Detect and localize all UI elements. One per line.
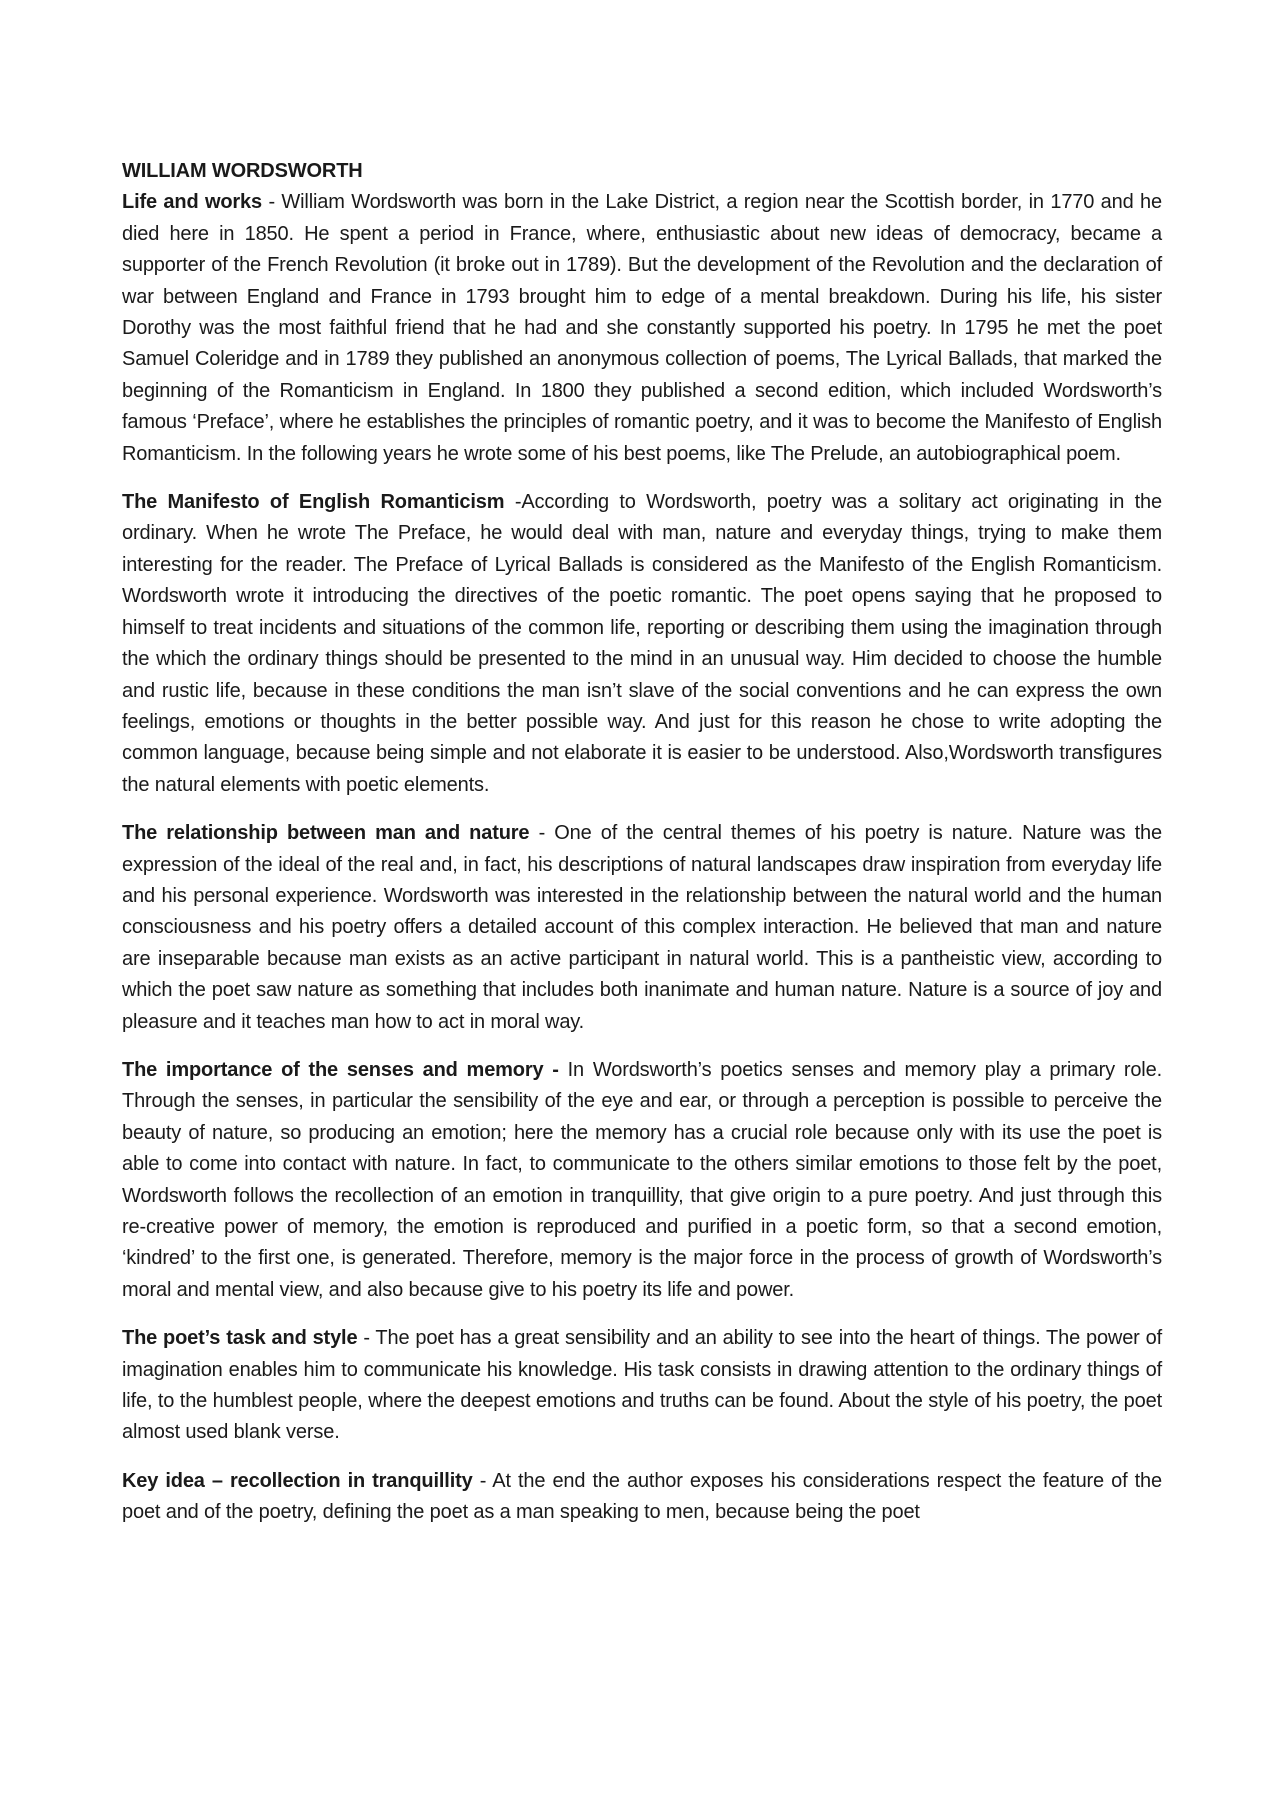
section-heading: Life and works <box>122 191 262 214</box>
section-text: -According to Wordsworth, poetry was a solitary act originating in the ordinary. When he wrote The Preface, he would deal with man, nature and everyday things, trying to make them interesting for the reader. The Preface of Lyrical Ballads is considered as the Manifesto of the English Romanticism. Wordsworth wrote it introducing the directives of the poetic romantic. The poet opens saying that he proposed to himself to treat incidents and situations of the common life, reporting or describing them using the imagination through the which the ordinary things should be presented to the mind in an unusual way. Him decided to choose the humble and rustic life, because in these conditions the man isn’t slave of the social conventions and he can express the own feelings, emotions or thoughts in the better possible way. And just for this reason he chose to write adopting the common language, because being simple and not elaborate it is easier to be understood. Also,Wordsworth transfigures the natural elements with poetic elements. <box>122 491 1163 796</box>
section-heading: The relationship between man and nature <box>122 822 530 845</box>
section-heading: Key idea – recollection in tranquillity <box>122 1469 473 1492</box>
section-heading: The importance of the senses and memory - <box>122 1058 559 1081</box>
section-heading: The poet’s task and style <box>122 1327 358 1350</box>
section-text: - William Wordsworth was born in the Lake District, a region near the Scottish border, in 1770 and he died here in 1850. He spent a period in France, where, enthusiastic about new ideas of democracy, became a supporter of the French Revolution (it broke out in 1789). But the development of the Revolution and the declaration of war between England and France in 1793 brought him to edge of a mental breakdown. During his life, his sister Dorothy was the most faithful friend that he had and she constantly supported his poetry. In 1795 he met the poet Samuel Coleridge and in 1789 they published an anonymous collection of poems, The Lyrical Ballads, that marked the beginning of the Romanticism in England. In 1800 they published a second edition, which included Wordsworth’s famous ‘Preface’, where he establishes the principles of romantic poetry, and it was to become the Manifesto of English Romanticism. In the following years he wrote some of his best poems, like The Prelude, an autobiographical poem. <box>122 191 1162 465</box>
section-manifesto <box>122 487 1162 801</box>
section-life-and-works <box>122 187 1162 470</box>
section-task-and-style <box>122 1323 1162 1449</box>
section-key-idea <box>122 1466 1162 1529</box>
section-text: In Wordsworth’s poetics senses and memory play a primary role. Through the senses, in particular the sensibility of the eye and ear, or through a perception is possible to perceive the beauty of nature, so producing an emotion; here the memory has a crucial role because only with its use the poet is able to come into contact with nature. In fact, to communicate to the others similar emotions to those felt by the poet, Wordsworth follows the recollection of an emotion in tranquillity, that give origin to a pure poetry. And just through this re-creative power of memory, the emotion is reproduced and purified in a poetic form, so that a second emotion, ‘kindred’ to the first one, is generated. Therefore, memory is the major force in the process of growth of Wordsworth’s moral and mental view, and also because give to his poetry its life and power. <box>122 1058 1162 1301</box>
document-body <box>122 156 1162 1546</box>
section-text: - The poet has a great sensibility and an ability to see into the heart of things. The power of imagination enables him to communicate his knowledge. His task consists in drawing attention to the ordinary things of life, to the humblest people, where the deepest emotions and truths can be found. About the style of his poetry, the poet almost used blank verse. <box>122 1327 1162 1444</box>
section-senses-and-memory <box>122 1055 1162 1306</box>
section-text: - One of the central themes of his poetry is nature. Nature was the expression of the ideal of the real and, in fact, his descriptions of natural landscapes draw inspiration from everyday life and his personal experience. Wordsworth was interested in the relationship between the natural world and the human consciousness and his poetry offers a detailed account of this complex interaction. He believed that man and nature are inseparable because man exists as an active participant in natural world. This is a pantheistic view, according to which the poet saw nature as something that includes both inanimate and human nature. Nature is a source of joy and pleasure and it teaches man how to act in moral way. <box>122 822 1163 1033</box>
section-man-and-nature <box>122 818 1162 1038</box>
section-heading: The Manifesto of English Romanticism <box>122 491 505 514</box>
section-text: - At the end the author exposes his considerations respect the feature of the poet and of the poetry, defining the poet as a man speaking to men, because being the poet <box>122 1469 1163 1524</box>
document-title: WILLIAM WORDSWORTH <box>122 160 363 182</box>
